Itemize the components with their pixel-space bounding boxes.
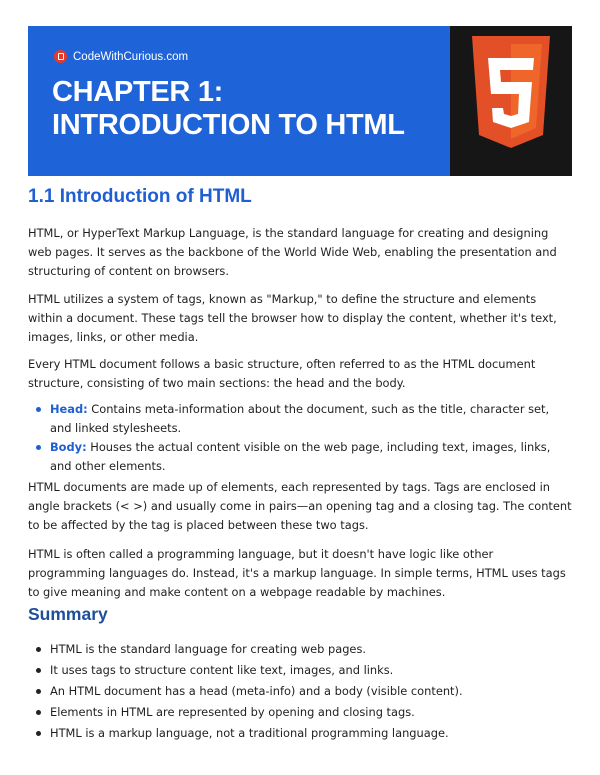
list-item-term: Body: — [50, 440, 87, 454]
brand-name: CodeWithCurious.com — [73, 50, 189, 63]
list-item-text: Houses the actual content visible on the web page, including text, images, links, and other elements. — [50, 440, 551, 473]
list-item-text: Contains meta-information about the document, such as the title, character set, and linked stylesheets. — [50, 402, 550, 435]
paragraph-text: HTML documents are made up of elements, each represented by tags. Tags are enclosed in angle brackets (< >) and usually come in pairs—an opening tag and a closing tag. The content to be affected by the tag is placed between these two tags. — [28, 480, 572, 532]
chapter-title — [52, 76, 405, 142]
chapter-title-line1: CHAPTER 1: — [52, 76, 224, 108]
paragraph-text: HTML is often called a programming language, but it doesn't have logic like other programming languages do. Instead, it's a markup language. In simple terms, HTML uses tags to give meaning and make content on a webpage readable by machines. — [28, 547, 566, 599]
paragraph-text: HTML, or HyperText Markup Language, is the standard language for creating and designing web pages. It serves as the backbone of the World Wide Web, enabling the presentation and structuring of content on browsers. — [28, 226, 557, 278]
brand-logo-icon — [54, 50, 67, 63]
list-item: An HTML document has a head (meta-info) and a body (visible content). — [28, 682, 573, 701]
structure-list — [28, 400, 573, 476]
list-item: HTML is a markup language, not a traditional programming language. — [28, 724, 573, 743]
list-item-body — [28, 438, 573, 476]
paragraph-2 — [28, 290, 573, 347]
paragraph-text: HTML utilizes a system of tags, known as "Markup," to define the structure and elements within a document. These tags tell the browser how to display the content, whether it's text, images, links, or other media. — [28, 292, 557, 344]
paragraph-4 — [28, 478, 573, 535]
chapter-title-line2: INTRODUCTION TO HTML — [52, 109, 405, 141]
paragraph-1 — [28, 224, 573, 281]
html5-shield-icon — [472, 36, 550, 148]
paragraph-text: Every HTML document follows a basic structure, often referred to as the HTML document structure, consisting of two main sections: the head and the body. — [28, 357, 536, 390]
paragraph-3 — [28, 355, 573, 393]
summary-heading: Summary — [28, 604, 108, 624]
list-item: HTML is the standard language for creating web pages. — [28, 640, 573, 659]
list-item-head — [28, 400, 573, 438]
html5-logo-panel — [450, 26, 572, 176]
numeral-five — [488, 58, 534, 128]
list-item: Elements in HTML are represented by opening and closing tags. — [28, 703, 573, 722]
section-heading: 1.1 Introduction of HTML — [28, 186, 252, 207]
list-item-term: Head: — [50, 402, 88, 416]
brand — [54, 50, 188, 63]
chapter-banner — [28, 26, 572, 176]
list-item: It uses tags to structure content like text, images, and links. — [28, 661, 573, 680]
summary-list — [28, 640, 573, 745]
paragraph-5 — [28, 545, 573, 602]
